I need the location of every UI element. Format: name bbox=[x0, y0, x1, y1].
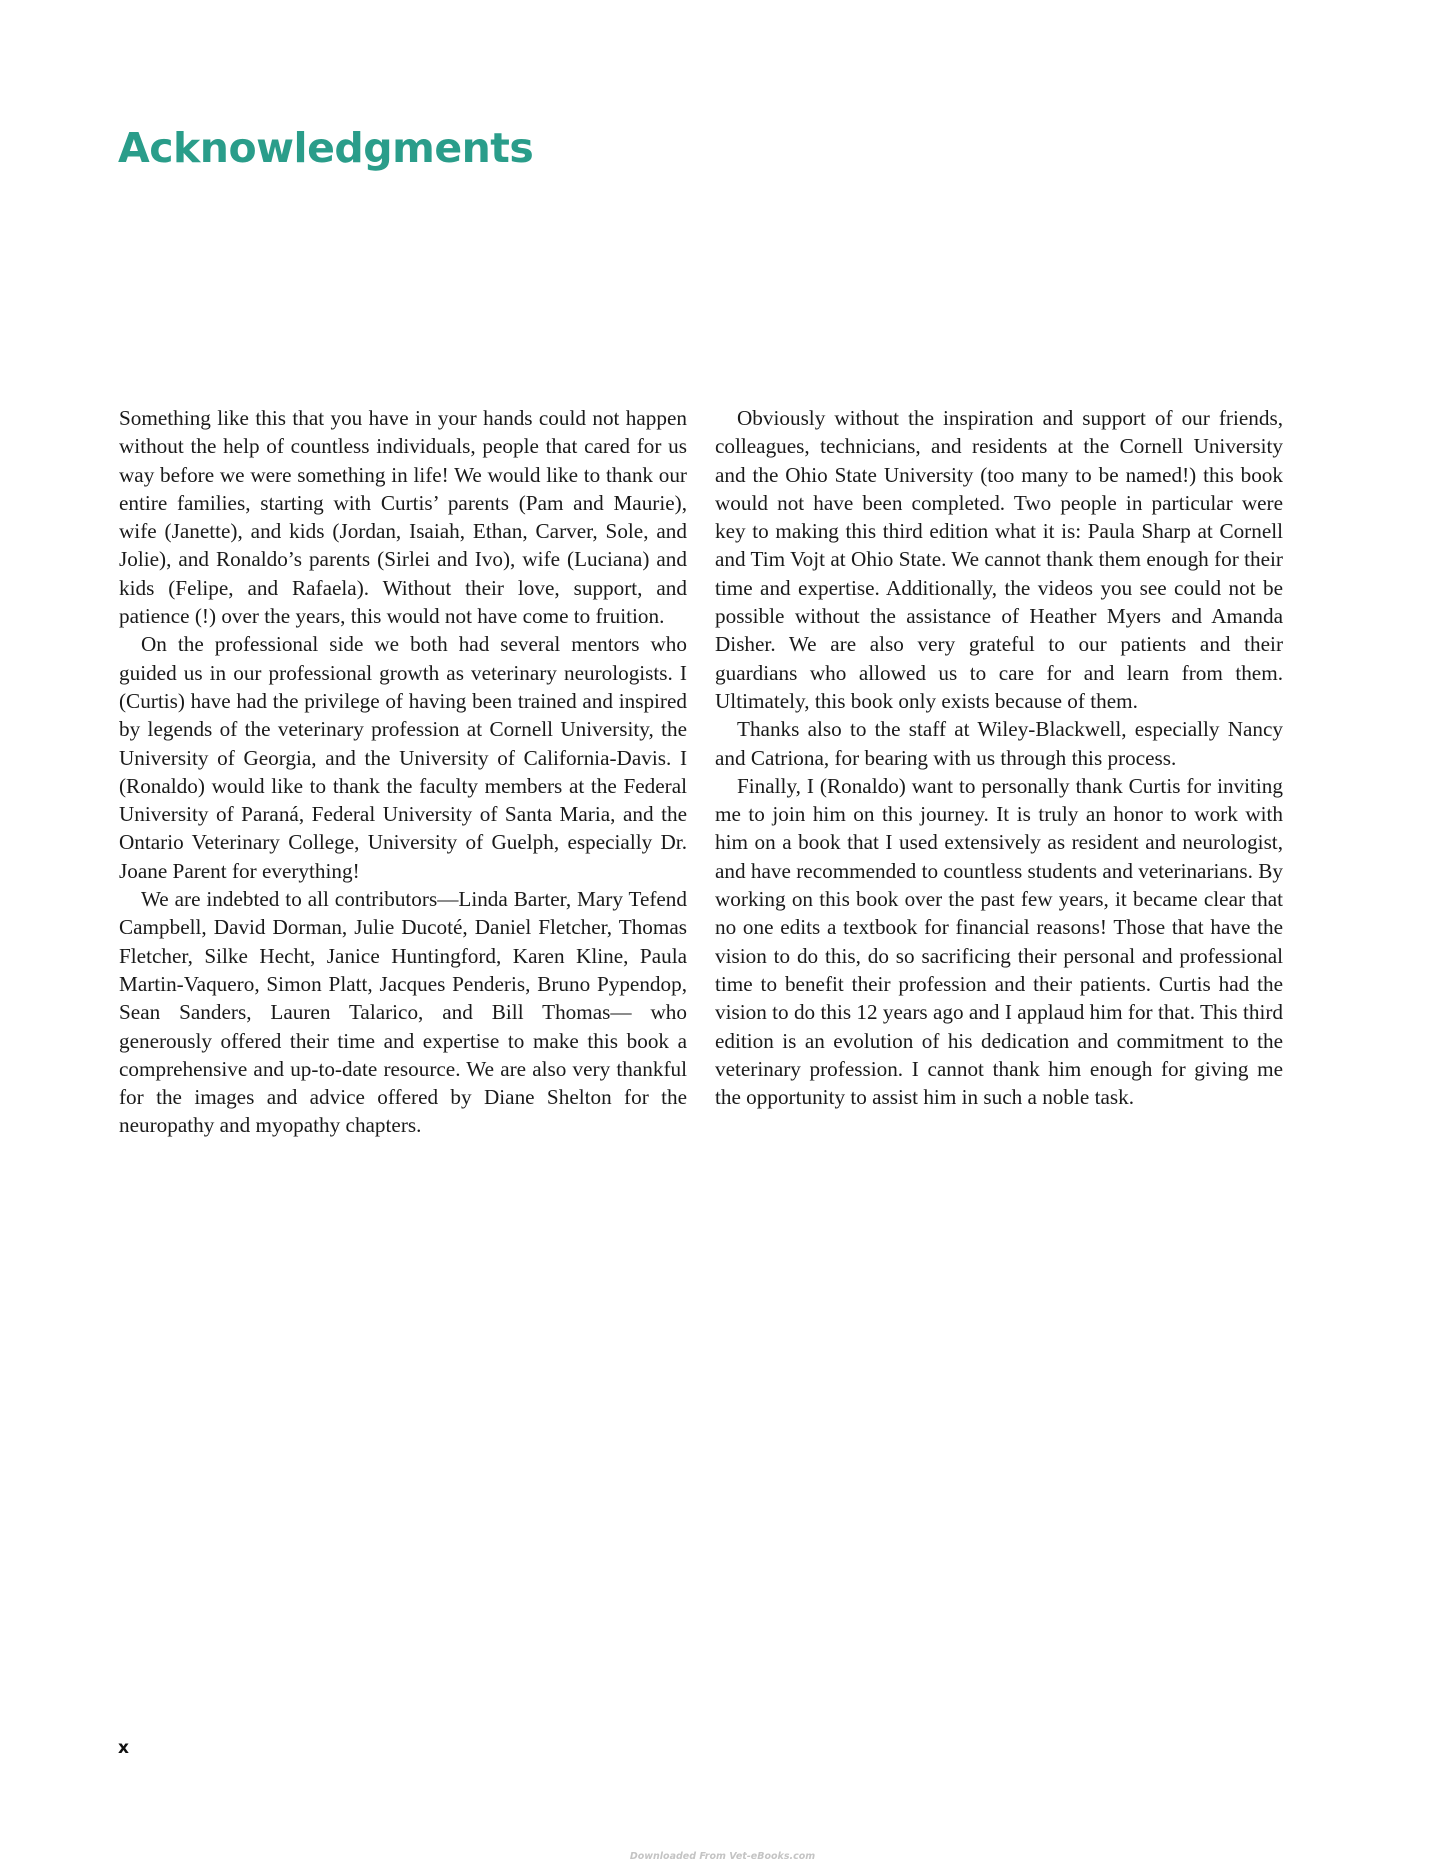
right-text-column bbox=[715, 404, 1283, 1111]
paragraph-mentors: On the professional side we both had several mentors who guided us in our professional growth as veterinary neurologists. I (Curtis) have had the privilege of having been trained and inspired by legends of the veterinary profession at Cornell University, the University of Georgia, and the University of California-Davis. I (Ronaldo) would like to thank the faculty members at the Federal University of Paraná, Federal University of Santa Maria, and the Ontario Veterinary College, University of Guelph, especially Dr. Joane Parent for everything! bbox=[119, 632, 687, 883]
page-number: x bbox=[118, 1738, 129, 1758]
download-watermark: Downloaded From Vet-eBooks.com bbox=[629, 1851, 816, 1862]
paragraph-families: Something like this that you have in your hands could not happen without the help of countless individuals, people that cared for us way before we were something in life! We would like to thank our entire families, starting with Curtis’ parents (Pam and Maurie), wife (Janette), and kids (Jordan, Isaiah, Ethan, Carver, Sole, and Jolie), and Ronaldo’s parents (Sirlei and Ivo), wife (Luciana) and kids (Felipe, and Rafaela). Without their love, support, and patience (!) over the years, this would not have come to fruition. bbox=[119, 406, 687, 629]
left-text-column bbox=[119, 404, 687, 1140]
page-title: Acknowledgments bbox=[118, 124, 534, 172]
paragraph-colleagues: Obviously without the inspiration and support of our friends, colleagues, technicians, and residents at the Cornell University and the Ohio State University (too many to be named!) this book would not have been completed. Two people in particular were key to making this third edition what it is: Paula Sharp at Cornell and Tim Vojt at Ohio State. We cannot thank them enough for their time and expertise. Additionally, the videos you see could not be possible without the assistance of Heather Myers and Amanda Disher. We are also very grateful to our patients and their guardians who allowed us to care for and learn from them. Ultimately, this book only exists because of them. bbox=[715, 406, 1283, 713]
paragraph-personal-thanks: Finally, I (Ronaldo) want to personally thank Curtis for inviting me to join him on this journey. It is truly an honor to work with him on a book that I used extensively as resident and neurologist, and have recommended to countless students and veterinarians. By working on this book over the past few years, it became clear that no one edits a textbook for financial reasons! Those that have the vision to do this, do so sacrificing their personal and professional time to benefit their profession and their patients. Curtis had the vision to do this 12 years ago and I applaud him for that. This third edition is an evolution of his dedication and commitment to the veterinary profession. I cannot thank him enough for giving me the opportunity to assist him in such a noble task. bbox=[715, 773, 1283, 1110]
paragraph-publisher-staff: Thanks also to the staff at Wiley-Blackwell, especially Nancy and Catriona, for bearing with us through this process. bbox=[715, 717, 1283, 770]
paragraph-contributors: We are indebted to all contributors—Linda Barter, Mary Tefend Campbell, David Dorman, Julie Ducoté, Daniel Fletcher, Thomas Fletcher, Silke Hecht, Janice Huntingford, Karen Kline, Paula Martin-Vaquero, Simon Platt, Jacques Penderis, Bruno Pypendop, Sean Sanders, Lauren Talarico, and Bill Thomas— who generously offered their time and expertise to make this book a comprehensive and up-to-date resource. We are also very thankful for the images and advice offered by Diane Shelton for the neuropathy and myopathy chapters. bbox=[119, 887, 687, 1138]
